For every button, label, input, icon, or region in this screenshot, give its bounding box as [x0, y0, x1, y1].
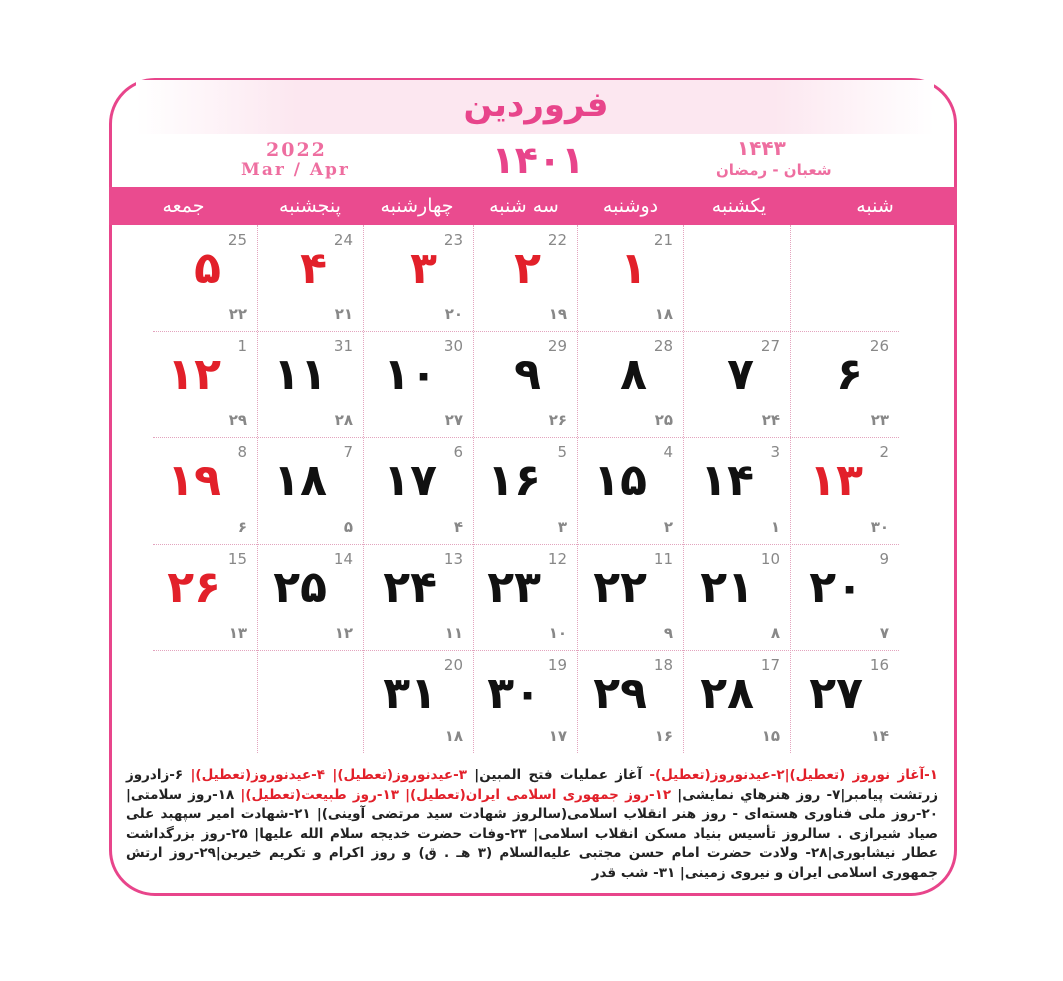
day-cell[interactable] [363, 331, 473, 437]
gregorian-day-number: 17 [760, 656, 780, 674]
day-cell[interactable] [683, 331, 790, 437]
gregorian-day-number: 25 [227, 231, 247, 249]
gregorian-day-number: 16 [869, 656, 889, 674]
day-cell[interactable] [153, 437, 257, 544]
day-cell[interactable] [683, 650, 790, 753]
shamsi-day-number: ۲ [514, 243, 541, 294]
hijri-day-number: ۵ [343, 518, 353, 536]
hijri-day-number: ۴ [453, 518, 463, 536]
gregorian-day-number: 23 [443, 231, 463, 249]
gregorian-day-number: 21 [653, 231, 673, 249]
hijri-day-number: ۲۳ [870, 411, 889, 429]
gregorian-day-number: 24 [333, 231, 353, 249]
gregorian-day-number: 20 [443, 656, 463, 674]
shamsi-day-number: ۲۵ [273, 562, 327, 613]
shamsi-day-number: ۲۴ [383, 562, 437, 613]
hijri-year: ۱۴۴۳ [737, 136, 786, 160]
day-cell[interactable] [363, 437, 473, 544]
gregorian-day-number: 30 [443, 337, 463, 355]
day-cell[interactable] [363, 225, 473, 331]
hijri-months: شعبان - رمضان [716, 161, 832, 179]
hijri-day-number: ۱۱ [444, 624, 463, 642]
gregorian-day-number: 1 [237, 337, 247, 355]
hijri-day-number: ۲۹ [228, 411, 247, 429]
hijri-day-number: ۱۴ [870, 727, 889, 745]
weekday-friday: جمعه [162, 195, 205, 217]
day-cell[interactable] [577, 331, 683, 437]
shamsi-day-number: ۱۵ [593, 455, 647, 506]
gregorian-day-number: 15 [227, 550, 247, 568]
gregorian-day-number: 18 [653, 656, 673, 674]
hijri-day-number: ۲ [663, 518, 673, 536]
shamsi-day-number: ۱۷ [383, 455, 437, 506]
day-cell[interactable] [790, 544, 899, 650]
day-cell[interactable] [153, 331, 257, 437]
day-cell[interactable] [473, 544, 577, 650]
shamsi-year: ۱۴۰۱ [491, 138, 585, 182]
shamsi-day-number: ۱ [620, 243, 647, 294]
shamsi-day-number: ۸ [620, 349, 647, 400]
shamsi-day-number: ۶ [836, 349, 863, 400]
gregorian-day-number: 7 [343, 443, 353, 461]
holiday-event-text: ۳-عیدنوروز(تعطیل)| ۴-عیدنوروز(تعطیل)| [183, 767, 467, 783]
hijri-day-number: ۲۴ [761, 411, 780, 429]
shamsi-day-number: ۱۱ [273, 349, 327, 400]
events-list [126, 766, 938, 883]
shamsi-day-number: ۳۱ [383, 668, 437, 719]
day-cell[interactable] [473, 437, 577, 544]
holiday-event-text: ۱-آغاز نوروز (تعطیل)|۲-عیدنوروز(تعطیل)- [641, 767, 938, 783]
hijri-day-number: ۲۲ [228, 305, 247, 323]
hijri-day-number: ۱۸ [654, 305, 673, 323]
shamsi-day-number: ۱۸ [273, 455, 327, 506]
shamsi-day-number: ۳۰ [487, 668, 541, 719]
hijri-day-number: ۲۵ [654, 411, 673, 429]
gregorian-day-number: 27 [760, 337, 780, 355]
gregorian-day-number: 28 [653, 337, 673, 355]
shamsi-day-number: ۷ [727, 349, 754, 400]
gregorian-months: Mar / Apr [241, 160, 350, 180]
day-cell[interactable] [577, 225, 683, 331]
gregorian-day-number: 26 [869, 337, 889, 355]
day-cell[interactable] [577, 544, 683, 650]
event-text: ۱۸-روز سلامتی| ۲۰-روز ملی فناوری هسته‌ای - روز هنر انقلاب اسلامی(سالروز شهادت سید مرتضی آوینی)| ۲۱-شهادت امیر سپهبد علی صیاد شیرازی . سالروز تأسیس بنیاد مسکن انقلاب اسلامی| ۲۳-وفات حضرت خدیجه سلام الله علیها| ۲۵-روز بزرگداشت عطار نیشابوری|۲۸- ولادت حضرت امام حسن مجتبی علیه‌السلام (۳ هـ . ق) و روز اکرام و تکریم خیرین|۲۹-روز ارتش جمهوری اسلامی ایران و نیروی زمینی| ۳۱- شب قدر [126, 786, 939, 881]
days-grid [153, 225, 899, 753]
day-cell[interactable] [683, 544, 790, 650]
gregorian-day-number: 2 [879, 443, 889, 461]
shamsi-day-number: ۲۱ [700, 562, 754, 613]
hijri-day-number: ۸ [770, 624, 780, 642]
hijri-day-number: ۱۸ [444, 727, 463, 745]
day-cell[interactable] [473, 331, 577, 437]
hijri-day-number: ۲۱ [334, 305, 353, 323]
shamsi-day-number: ۲۶ [167, 562, 221, 613]
day-cell[interactable] [577, 437, 683, 544]
shamsi-day-number: ۲۰ [809, 562, 863, 613]
gregorian-day-number: 8 [237, 443, 247, 461]
day-cell[interactable] [257, 331, 363, 437]
day-cell[interactable] [473, 650, 577, 753]
shamsi-day-number: ۱۳ [809, 455, 863, 506]
hijri-day-number: ۳ [557, 518, 567, 536]
shamsi-day-number: ۱۴ [700, 455, 754, 506]
hijri-day-number: ۲۶ [548, 411, 567, 429]
day-cell[interactable] [790, 331, 899, 437]
shamsi-day-number: ۱۰ [383, 349, 437, 400]
hijri-day-number: ۲۸ [334, 411, 353, 429]
day-cell[interactable] [363, 650, 473, 753]
hijri-day-number: ۶ [237, 518, 247, 536]
shamsi-day-number: ۵ [194, 243, 221, 294]
shamsi-day-number: ۳ [410, 243, 437, 294]
hijri-day-number: ۱۹ [548, 305, 567, 323]
hijri-day-number: ۲۰ [444, 305, 463, 323]
day-cell[interactable] [257, 544, 363, 650]
event-text: آغاز عملیات فتح المبین| [466, 767, 642, 783]
shamsi-day-number: ۱۹ [167, 455, 221, 506]
month-title: فروردین [463, 85, 609, 125]
shamsi-day-number: ۲۹ [593, 668, 647, 719]
gregorian-day-number: 4 [663, 443, 673, 461]
hijri-day-number: ۱۳ [228, 624, 247, 642]
gregorian-day-number: 13 [443, 550, 463, 568]
hijri-day-number: ۱۲ [334, 624, 353, 642]
gregorian-year: 2022 [266, 139, 327, 161]
day-cell[interactable] [790, 437, 899, 544]
gregorian-day-number: 31 [333, 337, 353, 355]
hijri-day-number: ۱۰ [548, 624, 567, 642]
shamsi-day-number: ۱۲ [167, 349, 221, 400]
gregorian-day-number: 6 [453, 443, 463, 461]
shamsi-day-number: ۲۸ [700, 668, 754, 719]
weekday-header [109, 187, 957, 225]
weekday-tuesday: سه شنبه [489, 195, 559, 217]
gregorian-day-number: 12 [547, 550, 567, 568]
weekday-thursday: پنجشنبه [279, 195, 341, 217]
shamsi-day-number: ۲۲ [593, 562, 647, 613]
day-cell[interactable] [790, 650, 899, 753]
gregorian-day-number: 14 [333, 550, 353, 568]
hijri-day-number: ۷ [879, 624, 889, 642]
gregorian-day-number: 22 [547, 231, 567, 249]
gregorian-day-number: 19 [547, 656, 567, 674]
day-cell[interactable] [257, 437, 363, 544]
day-cell[interactable] [153, 225, 257, 331]
hijri-day-number: ۱ [770, 518, 780, 536]
day-cell[interactable] [153, 544, 257, 650]
event-text: ۶-زادروز زرتشت پیامبر|۷- روز هنرهاي نمایشی| [126, 767, 938, 803]
gregorian-day-number: 5 [557, 443, 567, 461]
weekday-saturday: شنبه [856, 195, 894, 217]
shamsi-day-number: ۲۳ [487, 562, 541, 613]
hijri-day-number: ۲۷ [444, 411, 463, 429]
weekday-monday: دوشنبه [602, 195, 659, 217]
gregorian-day-number: 11 [653, 550, 673, 568]
gregorian-day-number: 3 [770, 443, 780, 461]
gregorian-day-number: 10 [760, 550, 780, 568]
shamsi-day-number: ۴ [300, 243, 327, 294]
day-cell[interactable] [577, 650, 683, 753]
weekday-wednesday: چهارشنبه [380, 195, 454, 217]
weekday-sunday: یکشنبه [711, 195, 767, 217]
day-cell[interactable] [473, 225, 577, 331]
day-cell[interactable] [257, 225, 363, 331]
hijri-day-number: ۱۶ [654, 727, 673, 745]
shamsi-day-number: ۹ [514, 349, 541, 400]
hijri-day-number: ۱۵ [761, 727, 780, 745]
shamsi-day-number: ۱۶ [487, 455, 541, 506]
day-cell[interactable] [683, 437, 790, 544]
hijri-day-number: ۳۰ [870, 518, 889, 536]
day-cell[interactable] [363, 544, 473, 650]
gregorian-day-number: 29 [547, 337, 567, 355]
shamsi-day-number: ۲۷ [809, 668, 863, 719]
gregorian-day-number: 9 [879, 550, 889, 568]
hijri-day-number: ۱۷ [548, 727, 567, 745]
holiday-event-text: ۱۲-روز جمهوری اسلامی ایران(تعطیل)| ۱۳-روز طبیعت(تعطیل)| [234, 786, 672, 803]
hijri-day-number: ۹ [663, 624, 673, 642]
